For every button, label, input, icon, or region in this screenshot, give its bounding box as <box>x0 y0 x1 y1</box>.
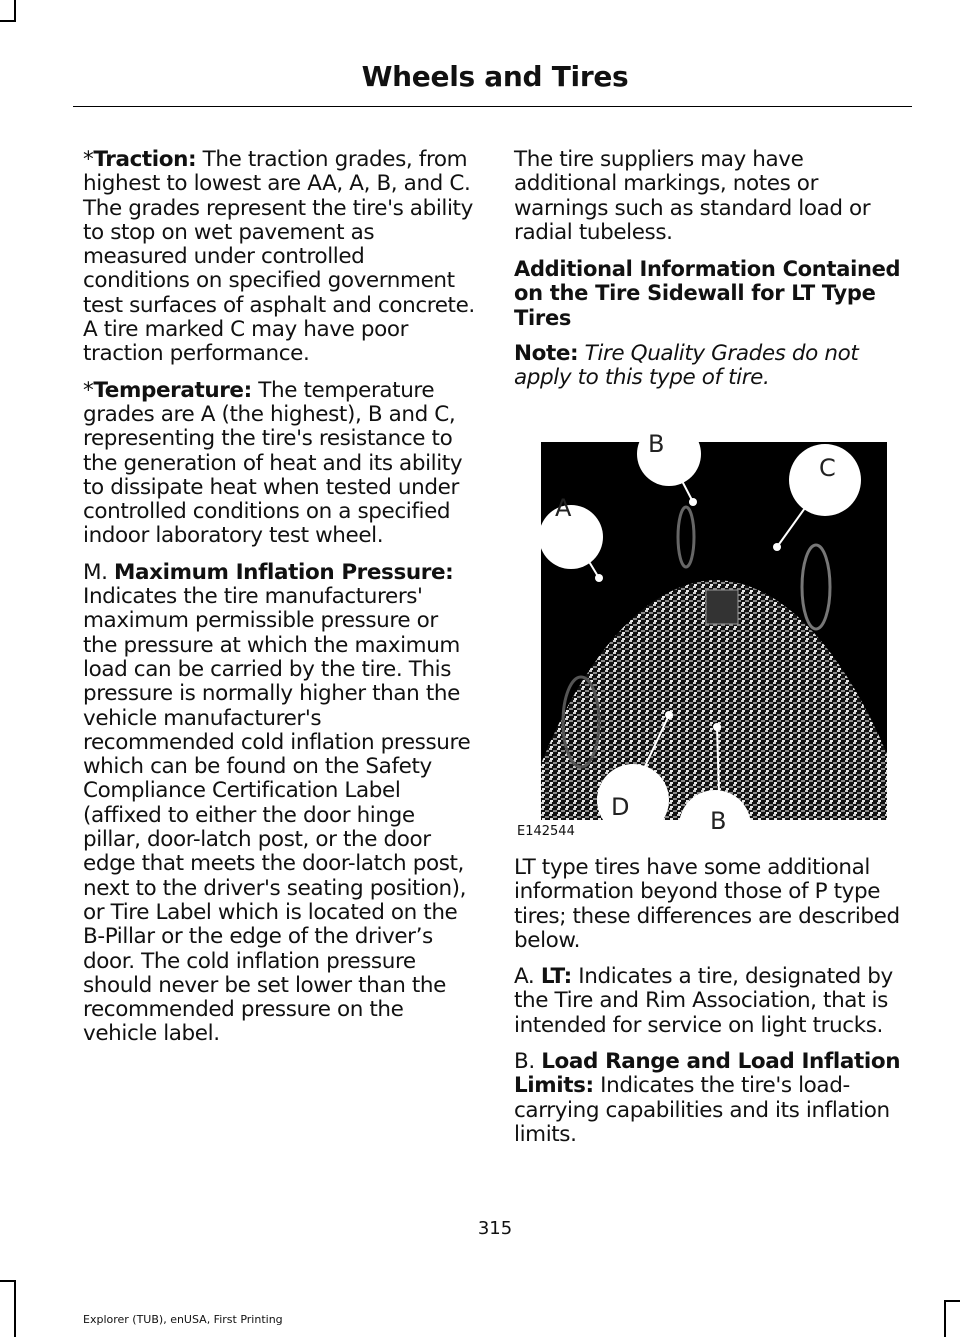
crop-mark <box>0 20 16 22</box>
callout-label-b-top: B <box>648 430 665 458</box>
item-a-term: LT: <box>540 964 572 990</box>
crop-mark <box>944 1300 960 1302</box>
item-a-paragraph <box>514 965 908 1038</box>
max-inflation-prefix: M. <box>83 559 115 585</box>
traction-paragraph <box>83 148 475 367</box>
temperature-term: Temperature: <box>93 377 252 403</box>
traction-text: The traction grades, from highest to lowest are AA, A, B, and C. The grades represent the tire's ability to stop on wet pavement as measured under controlled conditions on specified government test surfaces of asphalt and concrete. A tire marked C may have poor traction performance. <box>83 147 475 367</box>
crop-mark <box>14 1280 16 1337</box>
header-divider <box>73 106 912 107</box>
max-inflation-term: Maximum Inflation Pressure: <box>114 559 454 585</box>
item-a-prefix: A. <box>514 964 541 990</box>
callout-label-a: A <box>555 494 572 522</box>
crop-mark <box>0 1280 16 1282</box>
temperature-prefix: * <box>83 377 94 403</box>
traction-term: Traction: <box>93 147 197 172</box>
callout-label-d: D <box>611 793 630 821</box>
right-column <box>514 148 908 403</box>
lt-intro-paragraph: LT type tires have some additional information beyond those of P type tires; these differences are described below. <box>514 855 900 953</box>
max-inflation-text: Indicates the tire manufacturers' maximum permissible pressure or the pressure at which the maximum load can be carried by the tire. This pressure is normally higher than the vehicle manufacturer's recommended cold inflation pressure which can be found on the Safety Compliance Certification Label (affixed to either the door hinge pillar, door-latch post, or the door edge that meets the door-latch post, next to the driver's seating position), or Tire Label which is located on the B-Pillar or the edge of the driver’s door. The cold inflation pressure should never be set lower than the recommended pressure on the vehicle label. <box>83 584 471 1047</box>
note-text: Tire Quality Grades do not apply to this type of tire. <box>514 341 859 391</box>
tire-illustration <box>541 442 887 820</box>
section-heading: Additional Information Contained on the Tire Sidewall for LT Type Tires <box>514 257 901 330</box>
callout-label-c: C <box>819 454 836 482</box>
note-paragraph <box>514 342 908 391</box>
item-b-term: Load Range and Load Inflation Limits: <box>514 1049 901 1099</box>
callout-label-b-bottom: B <box>710 807 727 835</box>
max-inflation-paragraph <box>83 561 475 1047</box>
tire-sidewall-image <box>541 442 887 820</box>
figure-code: E142544 <box>517 824 575 839</box>
intro-paragraph: The tire suppliers may have additional markings, notes or warnings such as standard load or radial tubeless. <box>514 147 871 245</box>
item-b-text: Indicates the tire's load-carrying capabilities and its inflation limits. <box>514 1073 890 1147</box>
page-number: 315 <box>477 1218 513 1239</box>
item-b-prefix: B. <box>514 1049 542 1075</box>
tire-sidewall-figure <box>514 430 894 850</box>
crop-mark <box>14 0 16 22</box>
item-b-paragraph <box>514 1050 908 1147</box>
note-label: Note: <box>514 341 579 367</box>
right-column-lower <box>514 856 908 1159</box>
temperature-paragraph <box>83 379 475 549</box>
item-a-text: Indicates a tire, designated by the Tire and Rim Association, that is intended for service on light trucks. <box>514 964 893 1038</box>
footer-text: Explorer (TUB), enUSA, First Printing <box>83 1313 283 1326</box>
crop-mark <box>944 1300 946 1337</box>
left-column <box>83 148 475 1059</box>
temperature-text: The temperature grades are A (the highest), B and C, representing the tire's resistance to the generation of heat and its ability to dissipate heat when tested under controlled conditions on a specified indoor laboratory test wheel. <box>83 377 463 549</box>
page-header-title: Wheels and Tires <box>361 60 629 93</box>
traction-prefix: * <box>83 147 94 172</box>
